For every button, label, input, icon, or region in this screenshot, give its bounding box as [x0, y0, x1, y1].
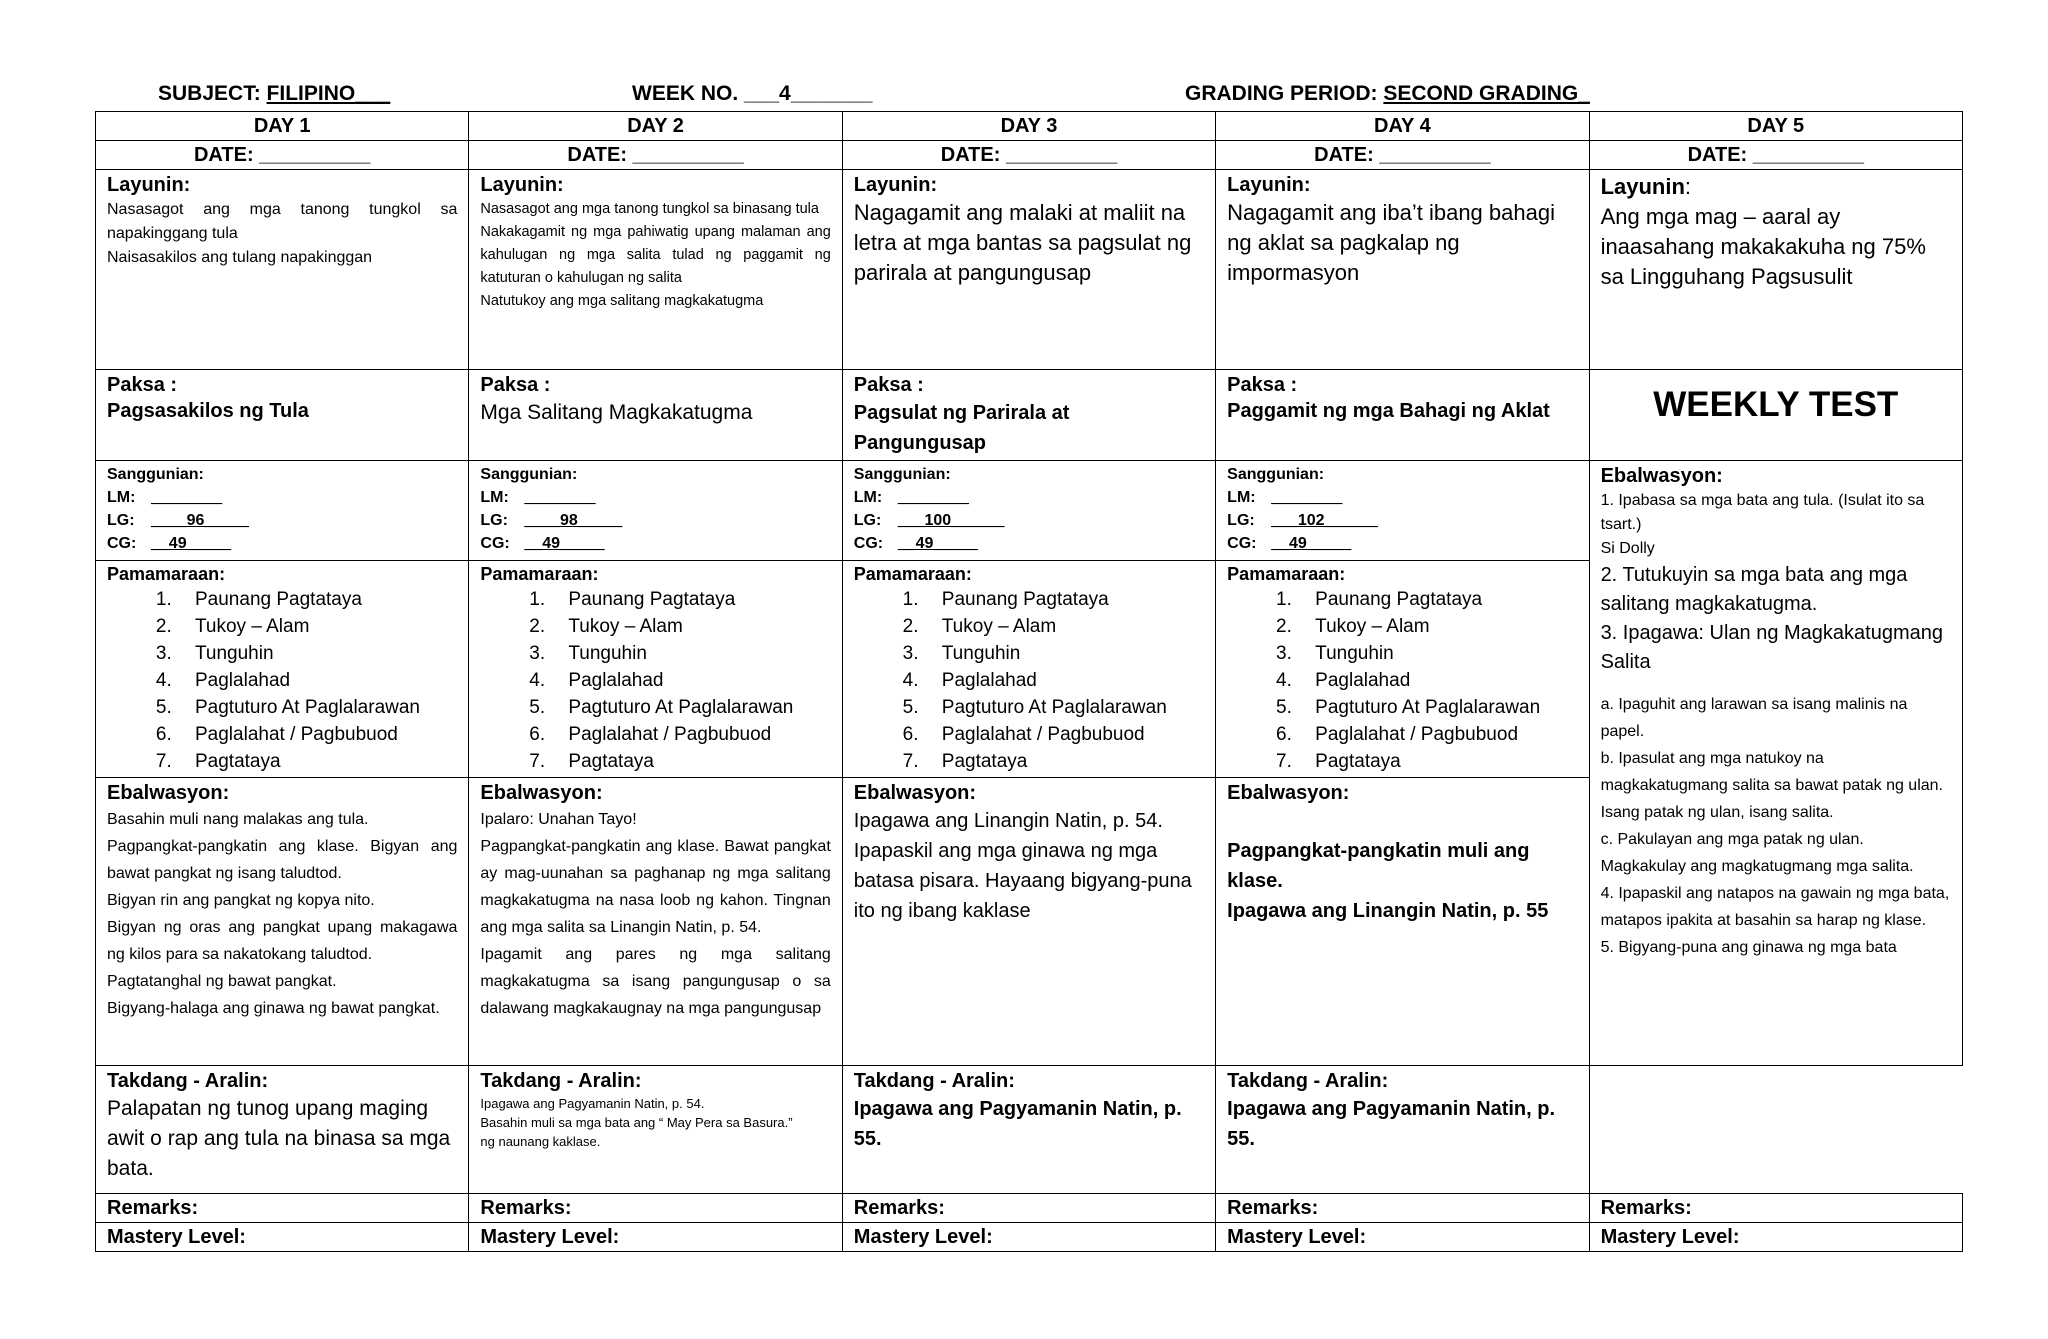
paksa-label: Paksa :: [1227, 374, 1298, 396]
pamamaraan-cell-day2: [469, 561, 842, 778]
lg-label: LG:: [853, 512, 882, 529]
takdang-aralin-text: Ipagawa ang Pagyamanin Natin, p. 55.: [1227, 1098, 1556, 1150]
mastery-cell: Mastery Level:: [1216, 1223, 1589, 1252]
ebalwasyon-item: 4. Ipapaskil ang natapos na gawain ng mga bata, matapos ipakita at basahin sa harap ng klase.: [1600, 885, 1950, 929]
day-header: DAY 5: [1589, 112, 1962, 141]
paksa-label: Paksa :: [107, 374, 178, 396]
takdang-aralin-cell-day2: [469, 1066, 842, 1194]
week-value: ___4_______: [744, 82, 873, 105]
week-label: WEEK NO.: [632, 82, 739, 105]
step-item: 5. Pagtuturo At Paglalarawan: [1297, 694, 1577, 721]
date-cell: DATE: __________: [469, 141, 842, 170]
remarks-cell: Remarks:: [1216, 1194, 1589, 1223]
ebalwasyon-text: Bigyan rin ang pangkat ng kopya nito.: [107, 892, 375, 909]
layunin-text: Nagagamit ang malaki at maliit na letra at mga bantas sa pagsulat ng parirala at pangungusap: [853, 200, 1192, 285]
takdang-aralin-text: Palapatan ng tunog upang maging awit o rap ang tula na binasa sa mga bata.: [107, 1097, 451, 1180]
step-item: 4. Paglalahad: [550, 667, 830, 694]
layunin-cell-day4: [1216, 170, 1589, 370]
layunin-label: Layunin:: [107, 174, 191, 196]
day-header-row: [96, 112, 1963, 141]
remarks-row: [96, 1194, 1963, 1223]
step-item: 6. Paglalahat / Pagbubuod: [550, 721, 830, 748]
ebalwasyon-text: Bigyang-halaga ang ginawa ng bawat pangkat.: [107, 1000, 440, 1017]
takdang-aralin-text: Ipagawa ang Pagyamanin Natin, p. 54.: [480, 1096, 705, 1111]
sanggunian-label: Sanggunian:: [1227, 466, 1325, 483]
pamamaraan-cell-day3: [842, 561, 1215, 778]
sanggunian-cell-day3: [842, 461, 1215, 561]
pamamaraan-list: [107, 586, 457, 775]
ebalwasyon-item: 2. Tutukuyin sa mga bata ang mga salitang magkakatugma.: [1600, 564, 1908, 615]
poem-title: Si Dolly: [1600, 540, 1655, 557]
lg-value: ____98_____: [524, 512, 623, 529]
cg-label: CG:: [480, 535, 510, 552]
lm-label: LM:: [1227, 489, 1256, 506]
lm-label: LM:: [853, 489, 883, 506]
ebalwasyon-item: 1. Ipabasa sa mga bata ang tula. (Isulat ito sa tsart.): [1600, 492, 1925, 533]
ebalwasyon-cell-day4: [1216, 778, 1589, 1066]
paksa-cell-day1: [96, 370, 469, 461]
pamamaraan-label: Pamamaraan:: [1227, 564, 1346, 584]
sanggunian-cell-day2: [469, 461, 842, 561]
sanggunian-label: Sanggunian:: [853, 466, 951, 483]
lg-value: ___100______: [897, 512, 1005, 529]
step-item: 6. Paglalahat / Pagbubuod: [177, 721, 457, 748]
sanggunian-label: Sanggunian:: [107, 466, 204, 483]
layunin-cell-day5: Layunin: Ang mga mag – aaral ay inaasahang makakakuha ng 75% sa Lingguhang Pagsusulit: [1589, 170, 1962, 370]
subject-value: FILIPINO: [266, 82, 356, 105]
step-item: 6. Paglalahat / Pagbubuod: [1297, 721, 1577, 748]
layunin-label: Layunin:: [853, 174, 938, 196]
lm-value: ________: [1271, 489, 1343, 506]
ebalwasyon-label: Ebalwasyon:: [853, 782, 977, 804]
layunin-row: [96, 170, 1963, 370]
takdang-aralin-label: Takdang - Aralin:: [853, 1070, 1015, 1092]
paksa-cell-day5: [1589, 370, 1962, 461]
sanggunian-cell-day4: [1216, 461, 1589, 561]
subject-label: SUBJECT:: [158, 82, 261, 105]
date-cell: DATE: __________: [842, 141, 1215, 170]
layunin-text: Natutukoy ang mga salitang magkakatugma: [480, 293, 764, 309]
grading-field: [1185, 82, 1590, 106]
mastery-row: [96, 1223, 1963, 1252]
date-cell: DATE: __________: [1216, 141, 1589, 170]
step-item: 6. Paglalahat / Pagbubuod: [924, 721, 1204, 748]
takdang-aralin-text: ng naunang kaklase.: [480, 1134, 601, 1149]
step-item: 4. Paglalahad: [924, 667, 1204, 694]
step-item: 2. Tukoy – Alam: [924, 613, 1204, 640]
step-item: 5. Pagtuturo At Paglalarawan: [550, 694, 830, 721]
ebalwasyon-text: Ipapaskil ang mga ginawa ng mga batasa pisara. Hayaang bigyang-puna ito ng ibang kaklase: [853, 840, 1192, 922]
lg-value: ___102______: [1271, 512, 1378, 529]
paksa-label: Paksa :: [853, 374, 924, 396]
step-item: 3. Tunguhin: [550, 640, 830, 667]
layunin-label: Layunin: [1600, 174, 1685, 199]
ebalwasyon-text: Ipalaro: Unahan Tayo!: [480, 811, 637, 828]
paksa-cell-day4: [1216, 370, 1589, 461]
layunin-cell-day1: [96, 170, 469, 370]
lg-value: ____96_____: [151, 512, 249, 529]
cg-label: CG:: [853, 535, 884, 552]
page-header: [158, 82, 2048, 112]
day-header: DAY 4: [1216, 112, 1589, 141]
pamamaraan-cell-day1: [96, 561, 469, 778]
paksa-cell-day2: [469, 370, 842, 461]
step-item: 1. Paunang Pagtataya: [924, 586, 1204, 613]
mastery-cell: Mastery Level:: [842, 1223, 1215, 1252]
lm-value: ________: [524, 489, 596, 506]
ebalwasyon-label: Ebalwasyon:: [1227, 782, 1350, 804]
takdang-aralin-row: [96, 1066, 1963, 1194]
day-header: DAY 1: [96, 112, 469, 141]
remarks-cell: Remarks:: [842, 1194, 1215, 1223]
pamamaraan-list: [1227, 586, 1577, 775]
date-cell: DATE: __________: [1589, 141, 1962, 170]
paksa-cell-day3: [842, 370, 1215, 461]
cg-value: __49_____: [897, 535, 978, 552]
ebalwasyon-cell-day2: [469, 778, 842, 1066]
ebalwasyon-text: Pagpangkat-pangkatin muli ang klase.: [1227, 840, 1530, 892]
date-row: [96, 141, 1963, 170]
ebalwasyon-text: Ipagawa ang Linangin Natin, p. 55: [1227, 900, 1549, 922]
step-item: 2. Tukoy – Alam: [1297, 613, 1577, 640]
takdang-aralin-cell-day1: [96, 1066, 469, 1194]
step-item: 7. Pagtataya: [924, 748, 1204, 775]
layunin-text: Nakakagamit ng mga pahiwatig upang malaman ang kahulugan ng mga salita tulad ng paggamit ng katuturan o kahulugan ng salita: [480, 224, 831, 286]
mastery-cell: Mastery Level:: [96, 1223, 469, 1252]
takdang-aralin-cell-day3: [842, 1066, 1215, 1194]
lm-value: ________: [897, 489, 969, 506]
lg-label: LG:: [1227, 512, 1255, 529]
step-item: 4. Paglalahad: [1297, 667, 1577, 694]
step-item: 7. Pagtataya: [550, 748, 830, 775]
takdang-aralin-label: Takdang - Aralin:: [1227, 1070, 1389, 1092]
grading-value: SECOND GRADING_: [1383, 82, 1590, 105]
cg-value: __49_____: [1271, 535, 1352, 552]
lm-label: LM:: [480, 489, 509, 506]
paksa-topic: Mga Salitang Magkakatugma: [480, 401, 753, 424]
sanggunian-label: Sanggunian:: [480, 466, 578, 483]
step-item: 1. Paunang Pagtataya: [177, 586, 457, 613]
layunin-text: Ang mga mag – aaral ay inaasahang makakakuha ng 75% sa Lingguhang Pagsusulit: [1600, 204, 1926, 289]
paksa-label: Paksa :: [480, 374, 551, 396]
step-item: 2. Tukoy – Alam: [550, 613, 830, 640]
mastery-cell: Mastery Level:: [1589, 1223, 1962, 1252]
step-item: 5. Pagtuturo At Paglalarawan: [924, 694, 1204, 721]
lg-label: LG:: [107, 512, 135, 529]
pamamaraan-label: Pamamaraan:: [853, 564, 972, 584]
layunin-text: Nasasagot ang mga tanong tungkol sa binasang tula: [480, 201, 819, 217]
takdang-aralin-label: Takdang - Aralin:: [480, 1070, 642, 1092]
subject-field: SUBJECT: FILIPINO___: [158, 82, 391, 105]
pamamaraan-label: Pamamaraan:: [107, 564, 226, 584]
layunin-cell-day2: [469, 170, 842, 370]
lm-label: LM:: [107, 489, 136, 506]
step-item: 7. Pagtataya: [1297, 748, 1577, 775]
ebalwasyon-text: Pagpangkat-pangkatin ang klase. Bawat pangkat ay mag-uunahan sa paghanap ng mga salitang magkakatugma na nasa loob ng kahon. Tingnan ang mga salita sa Linangin Natin, p. 54.: [480, 838, 831, 936]
layunin-text: Nagagamit ang iba’t ibang bahagi ng aklat sa pagkalap ng impormasyon: [1227, 200, 1555, 285]
weekly-test-title: WEEKLY TEST: [1653, 385, 1899, 424]
cg-label: CG:: [107, 535, 137, 552]
layunin-cell-day3: [842, 170, 1215, 370]
ebalwasyon-subitem: b. Ipasulat ang mga natukoy na magkakatugmang salita sa bawat patak ng ulan. Isang patak ng ulan, isang salita.: [1600, 750, 1943, 821]
cg-value: __49_____: [524, 535, 605, 552]
step-item: 5. Pagtuturo At Paglalarawan: [177, 694, 457, 721]
takdang-aralin-cell-day4: [1216, 1066, 1589, 1194]
ebalwasyon-cell-day1: [96, 778, 469, 1066]
ebalwasyon-text: Pagtatanghal ng bawat pangkat.: [107, 973, 337, 990]
paksa-row: [96, 370, 1963, 461]
ebalwasyon-text: Ipagamit ang pares ng mga salitang magkakatugma sa isang pangungusap o sa dalawang magkakaugnay na mga pangungusap: [480, 946, 831, 1017]
ebalwasyon-cell-day3: [842, 778, 1215, 1066]
layunin-label: Layunin:: [1227, 174, 1311, 196]
lg-label: LG:: [480, 512, 508, 529]
step-item: 3. Tunguhin: [924, 640, 1204, 667]
ebalwasyon-item: 3. Ipagawa: Ulan ng Magkakatugmang Salita: [1600, 622, 1944, 673]
paksa-topic: Pagsasakilos ng Tula: [107, 400, 309, 422]
ebalwasyon-subitem: a. Ipaguhit ang larawan sa isang malinis na papel.: [1600, 696, 1908, 740]
takdang-aralin-text: Ipagawa ang Pagyamanin Natin, p. 55.: [853, 1098, 1182, 1150]
pamamaraan-label: Pamamaraan:: [480, 564, 599, 584]
ebalwasyon-text: Ipagawa ang Linangin Natin, p. 54.: [853, 810, 1163, 832]
day-header: DAY 2: [469, 112, 842, 141]
remarks-cell: Remarks:: [96, 1194, 469, 1223]
ebalwasyon-cell-day5: [1589, 461, 1962, 1066]
pamamaraan-list: [854, 586, 1204, 775]
remarks-cell: Remarks:: [1589, 1194, 1962, 1223]
grading-label: GRADING PERIOD:: [1185, 82, 1378, 105]
step-item: 3. Tunguhin: [177, 640, 457, 667]
paksa-topic: Pagsulat ng Parirala at Pangungusap: [853, 402, 1070, 454]
paksa-topic: Paggamit ng mga Bahagi ng Aklat: [1227, 400, 1550, 422]
takdang-aralin-text: Basahin muli sa mga bata ang “ May Pera sa Basura.”: [480, 1115, 793, 1130]
sanggunian-cell-day1: [96, 461, 469, 561]
ebalwasyon-text: Basahin muli nang malakas ang tula.: [107, 811, 369, 828]
layunin-label: Layunin:: [480, 174, 564, 196]
week-field: [632, 82, 873, 106]
cg-label: CG:: [1227, 535, 1257, 552]
cg-value: __49_____: [151, 535, 232, 552]
step-item: 2. Tukoy – Alam: [177, 613, 457, 640]
day-header: DAY 3: [842, 112, 1215, 141]
ebalwasyon-text: Bigyan ng oras ang pangkat upang makagawa ng kilos para sa nakatokang taludtod.: [107, 919, 458, 963]
sanggunian-row: [96, 461, 1963, 561]
ebalwasyon-label: Ebalwasyon:: [480, 782, 603, 804]
ebalwasyon-label: Ebalwasyon:: [1600, 465, 1723, 487]
remarks-cell: Remarks:: [469, 1194, 842, 1223]
ebalwasyon-label: Ebalwasyon:: [107, 782, 230, 804]
pamamaraan-list: [480, 586, 830, 775]
ebalwasyon-item: 5. Bigyang-puna ang ginawa ng mga bata: [1600, 939, 1897, 956]
lm-value: ________: [151, 489, 223, 506]
date-cell: DATE: __________: [96, 141, 469, 170]
mastery-cell: Mastery Level:: [469, 1223, 842, 1252]
layunin-text: Nasasagot ang mga tanong tungkol sa napakinggang tula: [107, 201, 458, 242]
step-item: 3. Tunguhin: [1297, 640, 1577, 667]
step-item: 4. Paglalahad: [177, 667, 457, 694]
step-item: 7. Pagtataya: [177, 748, 457, 775]
step-item: 1. Paunang Pagtataya: [550, 586, 830, 613]
ebalwasyon-text: Pagpangkat-pangkatin ang klase. Bigyan ang bawat pangkat ng isang taludtod.: [107, 838, 458, 882]
lesson-plan-table: [95, 111, 1963, 1252]
step-item: 1. Paunang Pagtataya: [1297, 586, 1577, 613]
takdang-aralin-label: Takdang - Aralin:: [107, 1070, 269, 1092]
ebalwasyon-subitem: c. Pakulayan ang mga patak ng ulan. Magkakulay ang magkatugmang mga salita.: [1600, 831, 1914, 875]
layunin-text: Naisasakilos ang tulang napakinggan: [107, 249, 373, 266]
pamamaraan-cell-day4: [1216, 561, 1589, 778]
